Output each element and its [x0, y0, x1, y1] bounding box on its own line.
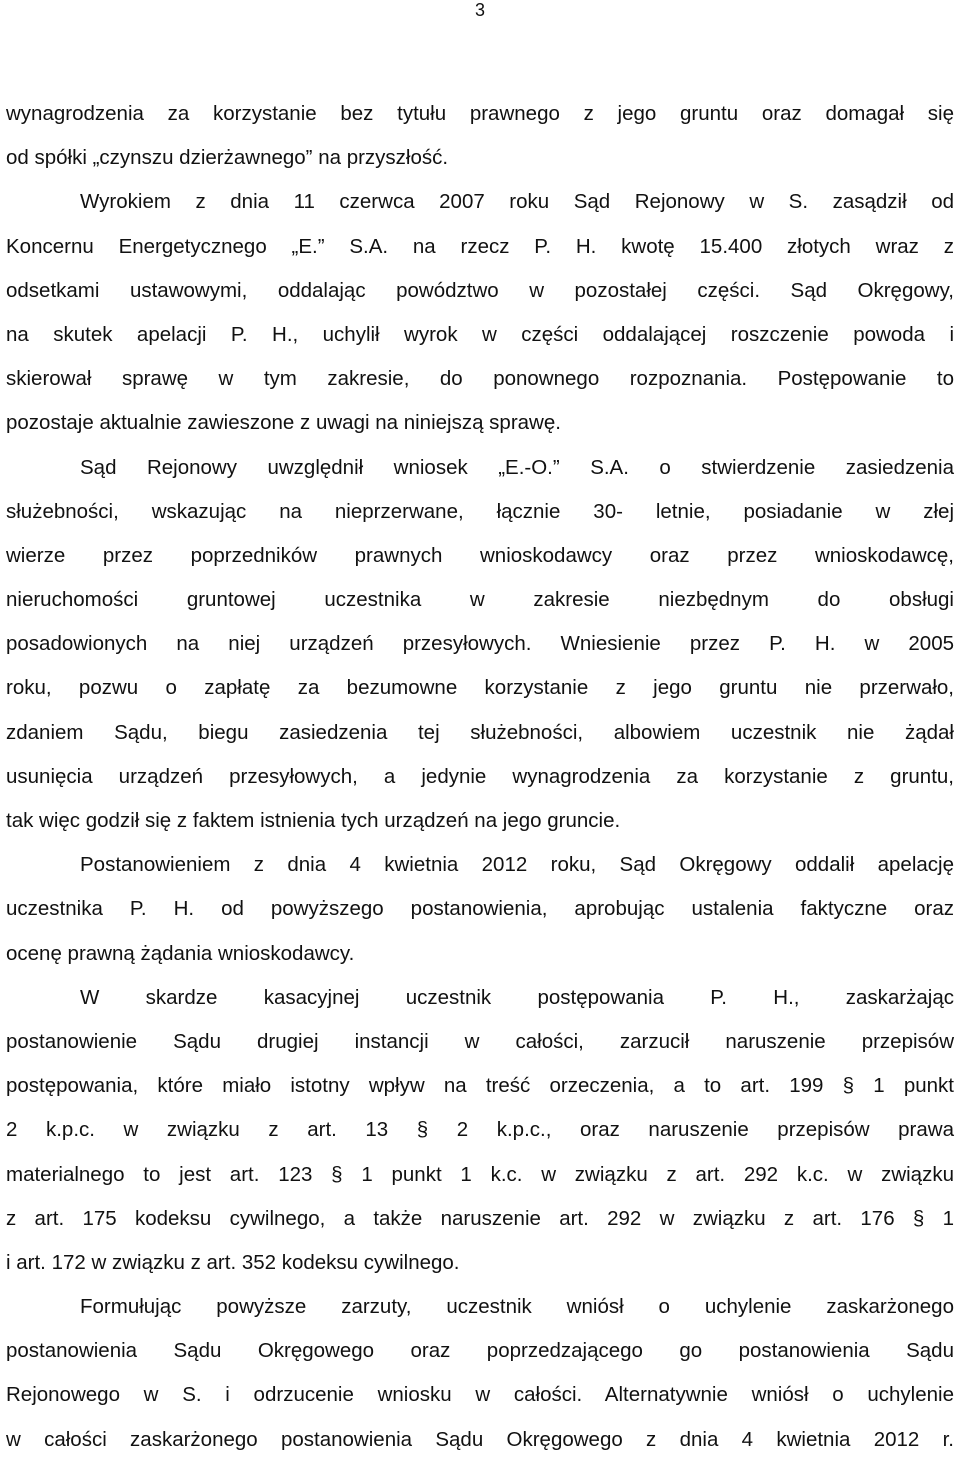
text-line: Rejonowego w S. i odrzucenie wniosku w całości. Alternatywnie wniósł o uchylenie	[6, 1383, 954, 1407]
text-line: Sąd Rejonowy uwzględnił wniosek „E.-O.” S.A. o stwierdzenie zasiedzenia	[80, 455, 954, 479]
text-line: Koncernu Energetycznego „E.” S.A. na rzecz P. H. kwotę 15.400 złotych wraz z	[6, 234, 954, 258]
page-number: 3	[474, 0, 485, 20]
text-line: uczestnika P. H. od powyższego postanowienia, aprobując ustalenia faktyczne oraz	[6, 897, 954, 921]
text-line: materialnego to jest art. 123 § 1 punkt 1 k.c. w związku z art. 292 k.c. w związku	[6, 1162, 954, 1186]
text-line: Wyrokiem z dnia 11 czerwca 2007 roku Sąd Rejonowy w S. zasądził od	[80, 190, 954, 214]
text-line: Postanowieniem z dnia 4 kwietnia 2012 roku, Sąd Okręgowy oddalił apelację	[80, 853, 954, 877]
text-line: ocenę prawną żądania wnioskodawcy.	[6, 941, 355, 965]
text-line: nieruchomości gruntowej uczestnika w zakresie niezbędnym do obsługi	[6, 588, 954, 612]
text-line: z art. 175 kodeksu cywilnego, a także naruszenie art. 292 w związku z art. 176 § 1	[6, 1206, 954, 1230]
text-line: usunięcia urządzeń przesyłowych, a jedynie wynagrodzenia za korzystanie z gruntu,	[6, 764, 954, 788]
text-line: i art. 172 w związku z art. 352 kodeksu cywilnego.	[6, 1250, 460, 1274]
text-line: skierował sprawę w tym zakresie, do ponownego rozpoznania. Postępowanie to	[6, 367, 954, 391]
text-line: postępowania, które miało istotny wpływ na treść orzeczenia, a to art. 199 § 1 punkt	[6, 1074, 954, 1098]
text-line: na skutek apelacji P. H., uchylił wyrok w części oddalającej roszczenie powoda i	[6, 322, 954, 346]
text-line: zdaniem Sądu, biegu zasiedzenia tej służebności, albowiem uczestnik nie żądał	[6, 720, 954, 744]
document-body	[6, 92, 954, 1462]
text-line: postanowienie Sądu drugiej instancji w całości, zarzucił naruszenie przepisów	[6, 1029, 954, 1053]
text-line: pozostaje aktualnie zawieszone z uwagi na niniejszą sprawę.	[6, 411, 561, 435]
text-line: posadowionych na niej urządzeń przesyłowych. Wniesienie przez P. H. w 2005	[6, 632, 954, 656]
text-line: tak więc godził się z faktem istnienia tych urządzeń na jego gruncie.	[6, 809, 621, 832]
text-line: odsetkami ustawowymi, oddalając powództwo w pozostałej części. Sąd Okręgowy,	[6, 278, 954, 302]
text-line: wierze przez poprzedników prawnych wnioskodawcy oraz przez wnioskodawcę,	[6, 543, 954, 567]
text-line: W skardze kasacyjnej uczestnik postępowania P. H., zaskarżając	[80, 985, 954, 1009]
text-line: postanowienia Sądu Okręgowego oraz poprzedzającego go postanowienia Sądu	[6, 1339, 954, 1363]
text-line: roku, pozwu o zapłatę za bezumowne korzystanie z jego gruntu nie przerwało,	[6, 676, 954, 700]
text-line: wynagrodzenia za korzystanie bez tytułu prawnego z jego gruntu oraz domagał się	[6, 102, 954, 125]
text-line: służebności, wskazując na nieprzerwane, łącznie 30- letnie, posiadanie w złej	[6, 499, 954, 523]
text-line: od spółki „czynszu dzierżawnego” na przyszłość.	[6, 146, 449, 170]
text-line: w całości zaskarżonego postanowienia Sądu Okręgowego z dnia 4 kwietnia 2012 r.	[6, 1427, 954, 1451]
text-line: 2 k.p.c. w związku z art. 13 § 2 k.p.c., oraz naruszenie przepisów prawa	[6, 1118, 954, 1142]
text-line: Formułując powyższe zarzuty, uczestnik wniósł o uchylenie zaskarżonego	[80, 1295, 954, 1319]
